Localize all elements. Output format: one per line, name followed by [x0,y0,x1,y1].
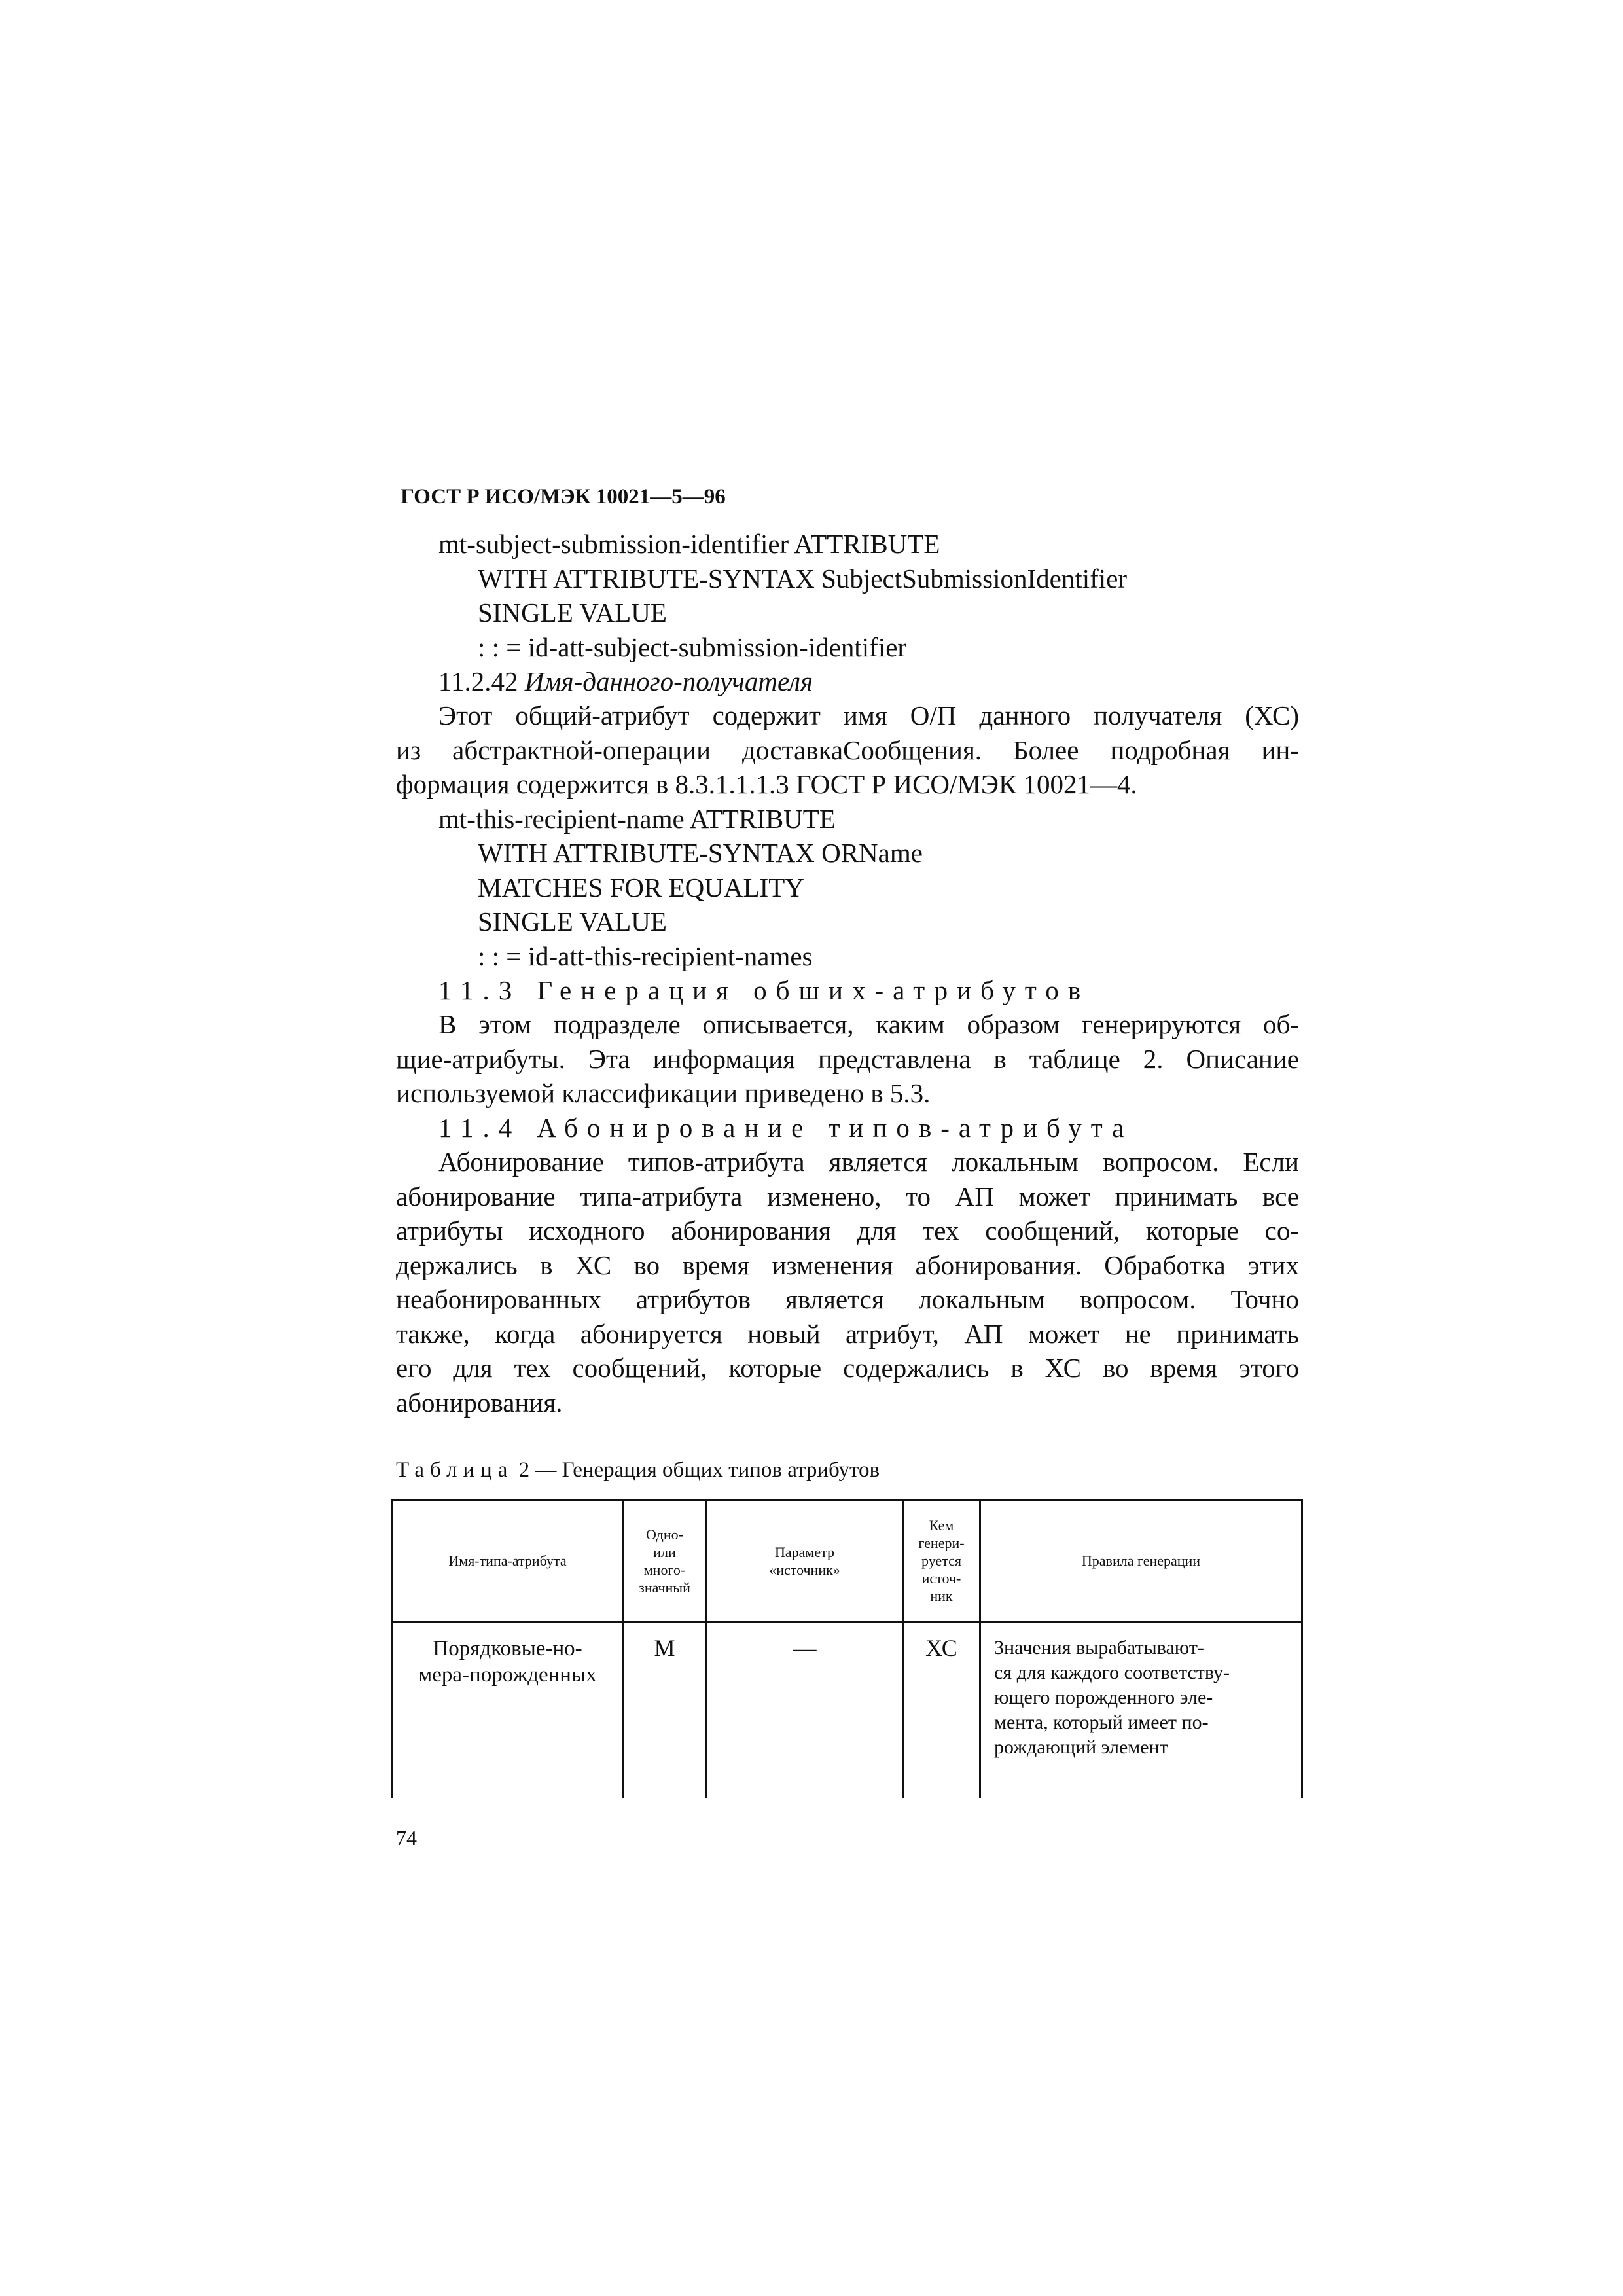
code-line: mt-this-recipient-name ATTRIBUTE [438,804,836,834]
table-header-row [393,1500,1302,1621]
generation-rule-cell [980,1621,1302,1798]
cell-text: Порядковые-но- мера-порожденных [418,1636,597,1687]
table-caption-text: 2 — Генерация общих типов атрибутов [518,1458,880,1482]
generated-by-cell [903,1621,980,1798]
paragraph-line: используемой классификации приведено в 5.3. [396,1078,931,1108]
column-header [707,1500,903,1621]
column-header-text: Одно- или много- значный [639,1526,690,1596]
paragraph-line: щие-атрибуты. Эта информация представлена в таблице 2. Описание [396,1044,1299,1074]
paragraph-line: В этом подразделе описывается, каким образом генерируются об- [438,1009,1299,1039]
section-heading-11-4: 11.4 Абонирование типов-атрибута [438,1113,1133,1143]
code-line: SINGLE VALUE [478,906,667,937]
section-title: Имя-данного-получателя [524,666,813,696]
code-line: WITH ATTRIBUTE-SYNTAX ORName [478,838,923,868]
table-caption-label: Таблица [396,1458,514,1482]
column-header-text: Кем генери- руется источ- ник [918,1517,965,1605]
code-line: : : = id-att-subject-submission-identifier [478,632,907,662]
generation-rules-table [391,1499,1303,1798]
column-header-text: Правила генерации [1081,1552,1201,1570]
code-line: SINGLE VALUE [478,598,667,628]
table-row [393,1621,1302,1798]
paragraph-line: из абстрактной-операции доставкаСообщения. Более подробная ин- [396,735,1299,765]
page-number: 74 [396,1826,417,1850]
column-header [980,1500,1302,1621]
cell-text: М [654,1634,675,1661]
paragraph-line: держались в ХС во время изменения абонирования. Обработка этих [396,1250,1299,1280]
column-header [623,1500,707,1621]
paragraph-line: его для тех сообщений, которые содержались в ХС во время этого [396,1353,1299,1383]
paragraph-line: Абонирование типов-атрибута является локальным вопросом. Если [438,1147,1299,1177]
section-number: 11.2.42 [438,666,518,696]
cell-text: ХС [925,1634,957,1661]
document-header: ГОСТ Р ИСО/МЭК 10021—5—96 [401,485,726,509]
code-line: : : = id-att-this-recipient-names [478,941,813,971]
section-heading-11-3: 11.3 Генерация обших-атрибутов [438,975,1090,1005]
paragraph-line: абонирование типа-атрибута изменено, то АП может принимать все [396,1181,1299,1211]
code-line: MATCHES FOR EQUALITY [478,872,804,903]
paragraph-line: неабонированных атрибутов является локальным вопросом. Точно [396,1284,1299,1314]
code-line: mt-subject-submission-identifier ATTRIBUTE [438,529,940,559]
cell-text: — [793,1634,817,1661]
section-heading-11-2-42 [438,664,813,698]
paragraph-line: абонирования. [396,1388,563,1418]
valued-cell [623,1621,707,1798]
column-header-text: Имя-типа-атрибута [448,1552,567,1570]
attribute-type-name-cell [393,1621,623,1798]
paragraph-line: Этот общий-атрибут содержит имя О/П данного получателя (ХС) [438,700,1299,730]
table-caption [396,1458,880,1482]
cell-text: Значения вырабатывают- ся для каждого соответству- ющего порожденного эле- мента, который имеет по- рождающий элемент [994,1636,1230,1758]
paragraph-line: формация содержится в 8.3.1.1.1.3 ГОСТ Р ИСО/МЭК 10021—4. [396,769,1137,799]
column-header [393,1500,623,1621]
code-line: WITH ATTRIBUTE-SYNTAX SubjectSubmissionIdentifier [478,564,1127,594]
paragraph-line: также, когда абонируется новый атрибут, АП может не принимать [396,1319,1299,1349]
source-parameter-cell [707,1621,903,1798]
column-header-text: Параметр «источник» [769,1543,840,1578]
paragraph-line: атрибуты исходного абонирования для тех сообщений, которые со- [396,1215,1299,1246]
column-header [903,1500,980,1621]
